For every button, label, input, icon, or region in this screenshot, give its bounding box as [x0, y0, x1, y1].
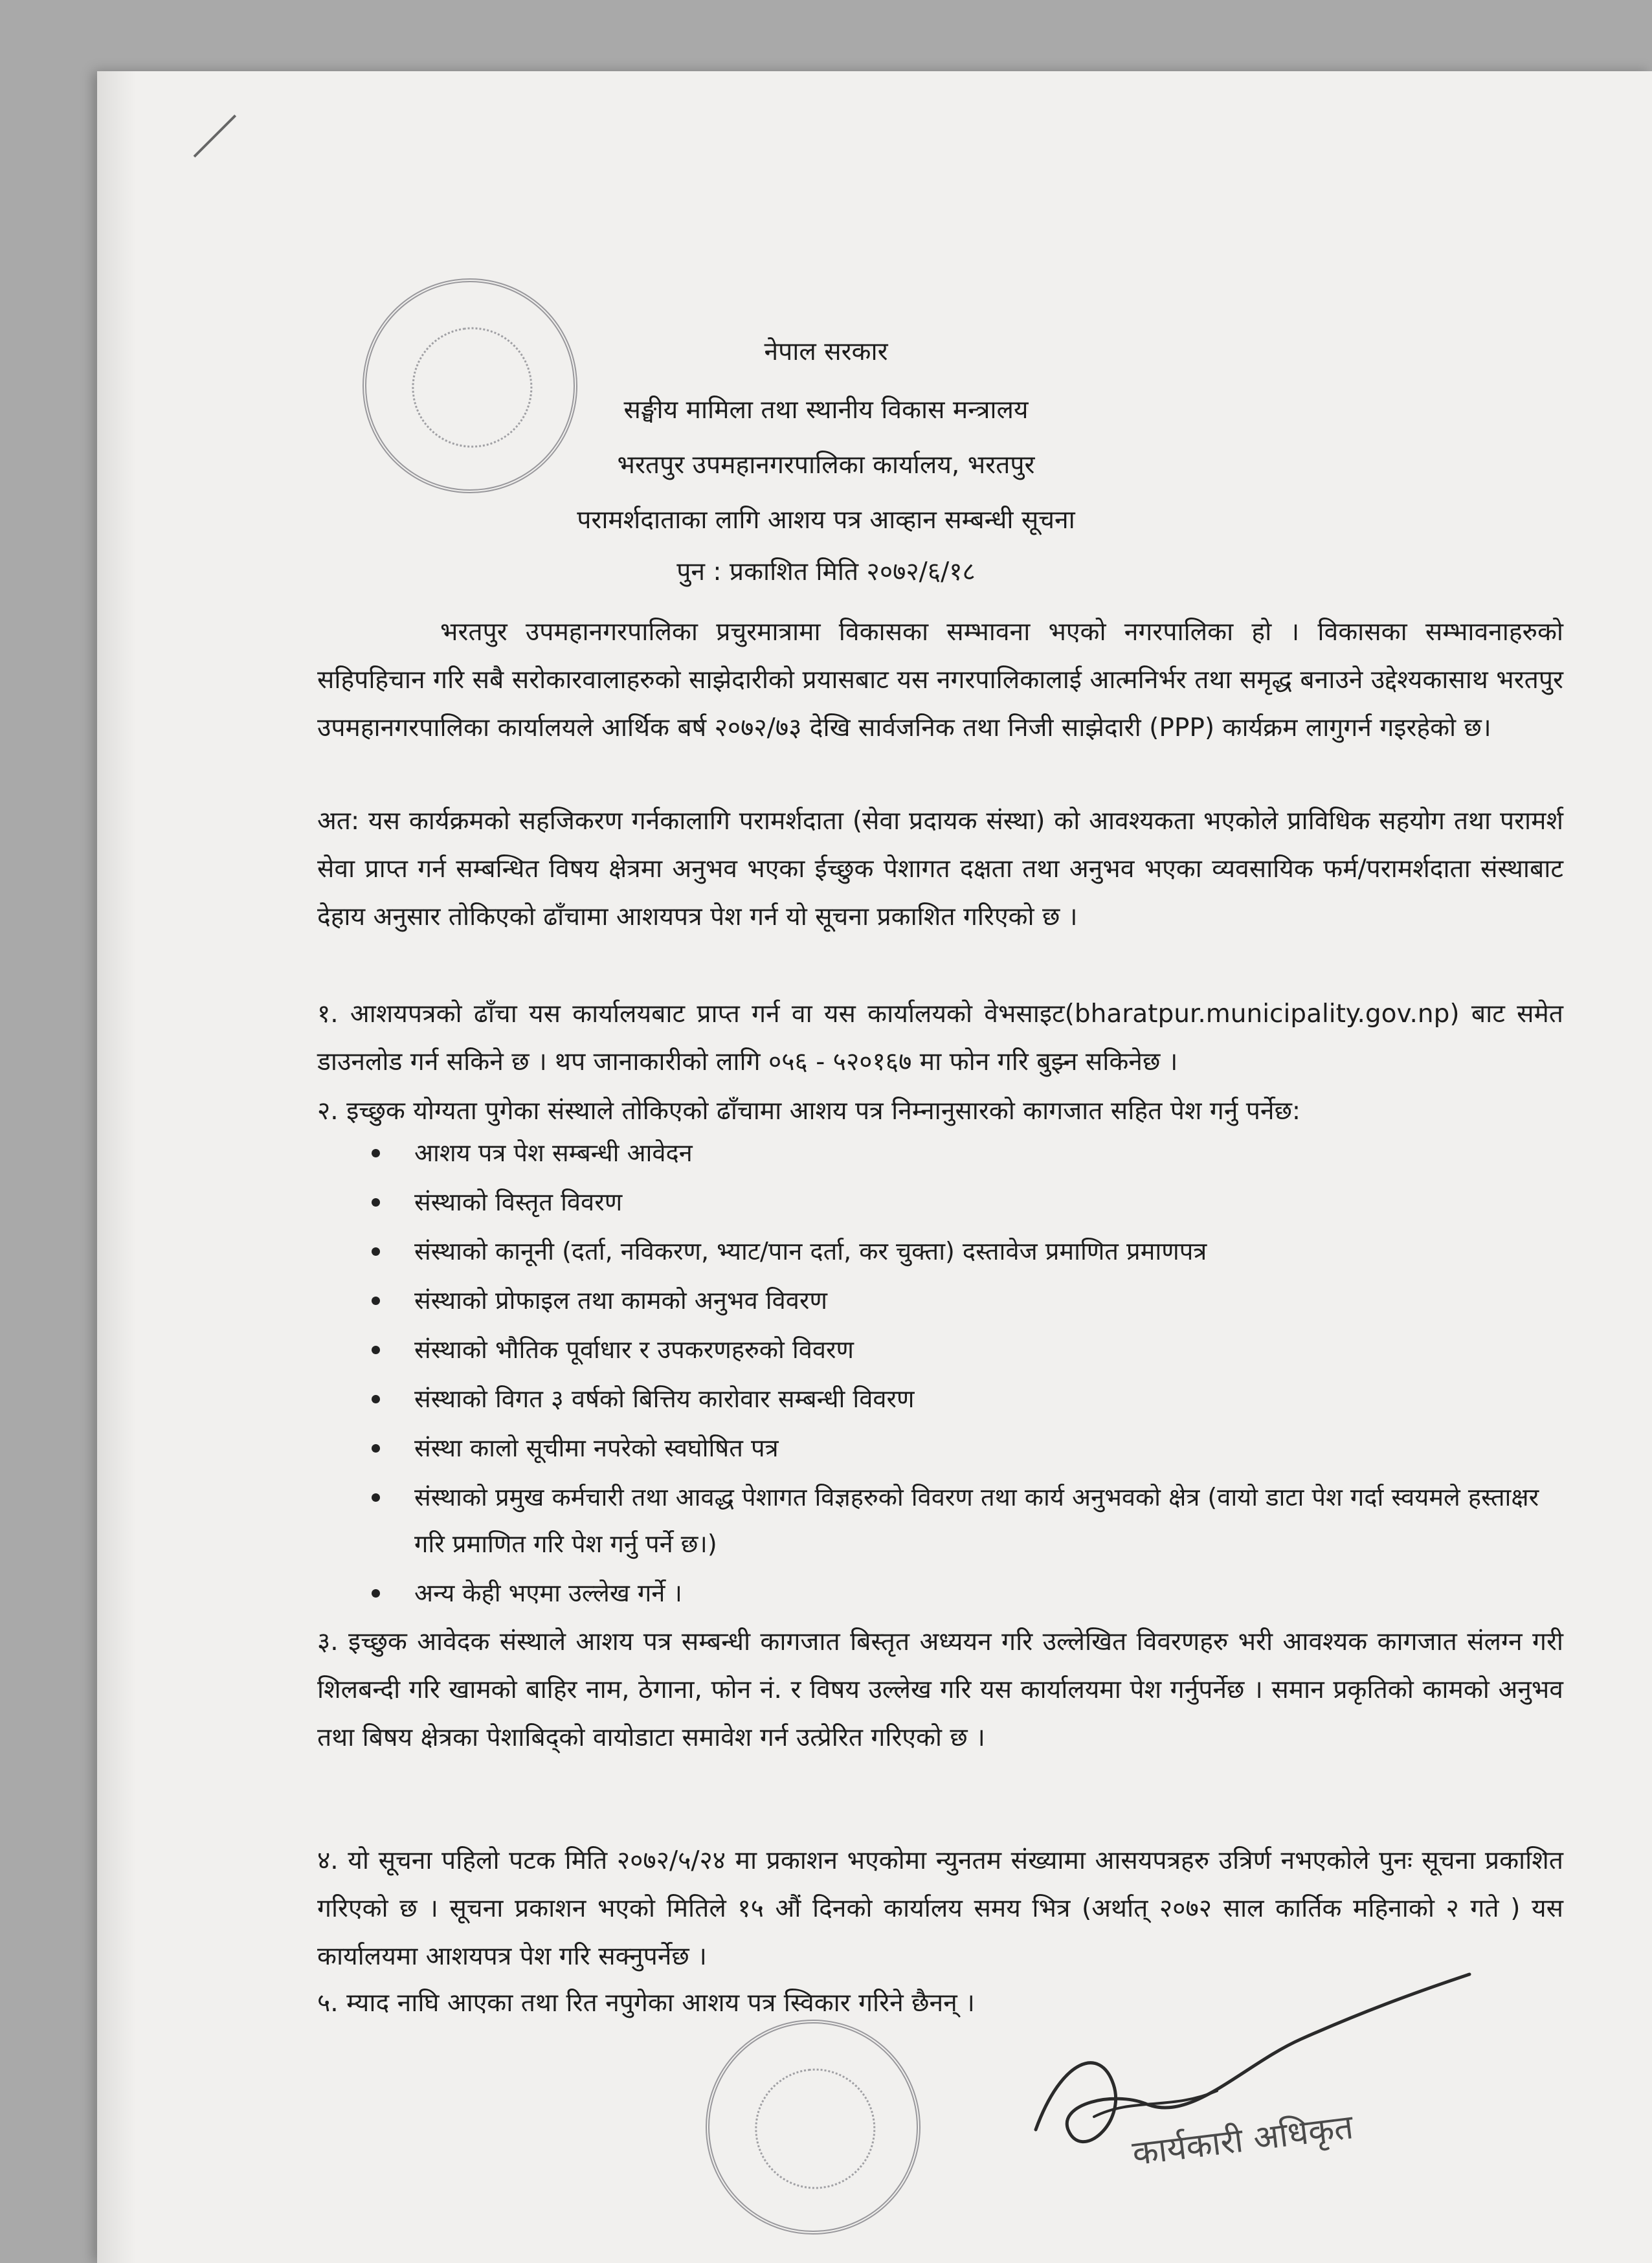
- bullet-icon: [372, 1198, 380, 1207]
- list-item: संस्था कालो सूचीमा नपरेको स्वघोषित पत्र: [363, 1425, 1563, 1471]
- bullet-icon: [372, 1493, 380, 1502]
- list-item: संस्थाको विस्तृत विवरण: [363, 1179, 1563, 1225]
- item-1-paragraph: १. आशयपत्रको ढाँचा यस कार्यालयबाट प्राप्त गर्न वा यस कार्यालयको वेभसाइट(bharatpur.municipality.gov.np) बाट समेत डाउनलोड गर्न सकिने छ । थप जानाकारीको लागि ०५६ - ५२०१६७ मा फोन गरि बुझ्न सकिनेछ ।: [317, 999, 1563, 1076]
- list-item: संस्थाको प्रोफाइल तथा कामको अनुभव विवरण: [363, 1277, 1563, 1324]
- list-item: अन्य केही भएमा उल्लेख गर्ने ।: [363, 1570, 1563, 1616]
- signatory-title: कार्यकारी अधिकृत: [1130, 2108, 1356, 2174]
- intro-paragraph: भरतपुर उपमहानगरपालिका प्रचुरमात्रामा विकासका सम्भावना भएको नगरपालिका हो । विकासका सम्भावनाहरुको सहिपहिचान गरि सबै सरोकारवालाहरुको साझेदारीको प्रयासबाट यस नगरपालिकालाई आत्मनिर्भर तथा समृद्ध बनाउने उद्देश्यकासाथ भरतपुर उपमहानगरपालिका कार्यालयले आर्थिक बर्ष २०७२/७३ देखि सार्वजनिक तथा निजी साझेदारी (PPP) कार्यक्रम लागुगर्न गइरहेको छ।: [317, 618, 1563, 742]
- item-4-paragraph: ४. यो सूचना पहिलो पटक मिति २०७२/५/२४ मा प्रकाशन भएकोमा न्युनतम संख्यामा आसयपत्रहरु उत्रिर्ण नभएकोले पुनः सूचना प्रकाशित गरिएको छ । सूचना प्रकाशन भएको मितिले १५ औं दिनको कार्यालय समय भित्र (अर्थात् २०७२ साल कार्तिक महिनाको २ गते ) यस कार्यालयमा आशयपत्र पेश गरि सक्नुपर्नेछ ।: [317, 1846, 1563, 1971]
- notice-title: परामर्शदाताका लागि आशय पत्र आव्हान सम्बन्धी सूचना: [577, 506, 1075, 535]
- purpose-paragraph: अत: यस कार्यक्रमको सहजिकरण गर्नकालागि परामर्शदाता (सेवा प्रदायक संस्था) को आवश्यकता भएकोले प्राविधिक सहयोग तथा परामर्श सेवा प्राप्त गर्न सम्बन्धित विषय क्षेत्रमा अनुभव भएका ईच्छुक पेशागत दक्षता तथा अनुभव भएका व्यवसायिक फर्म/परामर्शदाता संस्थाबाट देहाय अनुसार तोकिएको ढाँचामा आशयपत्र पेश गर्न यो सूचना प्रकाशित गरिएको छ ।: [317, 807, 1563, 931]
- item-5-paragraph: ५. म्याद नाघि आएका तथा रित नपुगेका आशय पत्र स्विकार गरिने छैनन् ।: [317, 1989, 975, 2018]
- required-documents-list: [363, 1130, 1563, 1619]
- item-2-paragraph: २. इच्छुक योग्यता पुगेका संस्थाले तोकिएको ढाँचामा आशय पत्र निम्नानुसारको कागजात सहित पेश गर्नु पर्नेछ:: [317, 1097, 1301, 1126]
- bullet-icon: [372, 1395, 380, 1403]
- bullet-icon: [372, 1247, 380, 1256]
- list-item: संस्थाको कानूनी (दर्ता, नविकरण, भ्याट/पान दर्ता, कर चुक्ता) दस्तावेज प्रमाणित प्रमाणपत्र: [363, 1228, 1563, 1275]
- item-3-paragraph: ३. इच्छुक आवेदक संस्थाले आशय पत्र सम्बन्धी कागजात बिस्तृत अध्ययन गरि उल्लेखित विवरणहरु भरी आवश्यक कागजात संलग्न गरी शिलबन्दी गरि खामको बाहिर नाम, ठेगाना, फोन नं. र विषय उल्लेख गरि यस कार्यालयमा पेश गर्नुपर्नेछ । समान प्रकृतिको कामको अनुभव तथा बिषय क्षेत्रका पेशाबिद्को वायोडाटा समावेश गर्न उत्प्रेरित गरिएको छ ।: [317, 1627, 1563, 1752]
- list-item: आशय पत्र पेश सम्बन्धी आवेदन: [363, 1130, 1563, 1176]
- list-item: संस्थाको प्रमुख कर्मचारी तथा आवद्ध पेशागत विज्ञहरुको विवरण तथा कार्य अनुभवको क्षेत्र (वायो डाटा पेश गर्दा स्वयमले हस्ताक्षर गरि प्रमाणित गरि पेश गर्नु पर्ने छ।): [363, 1474, 1563, 1567]
- bullet-icon: [372, 1346, 380, 1354]
- bullet-icon: [372, 1149, 380, 1157]
- list-item: संस्थाको भौतिक पूर्वाधार र उपकरणहरुको विवरण: [363, 1326, 1563, 1373]
- bullet-icon: [372, 1297, 380, 1305]
- republished-date: पुन : प्रकाशित मिति २०७२/६/१८: [676, 557, 976, 586]
- bullet-icon: [372, 1444, 380, 1453]
- bullet-icon: [372, 1589, 380, 1598]
- list-item: संस्थाको विगत ३ वर्षको बित्तिय कारोवार सम्बन्धी विवरण: [363, 1376, 1563, 1422]
- office-name: भरतपुर उपमहानगरपालिका कार्यालय, भरतपुर: [617, 451, 1035, 480]
- government-name: नेपाल सरकार: [764, 337, 888, 366]
- ministry-name: सङ्घीय मामिला तथा स्थानीय विकास मन्त्रालय: [623, 396, 1029, 425]
